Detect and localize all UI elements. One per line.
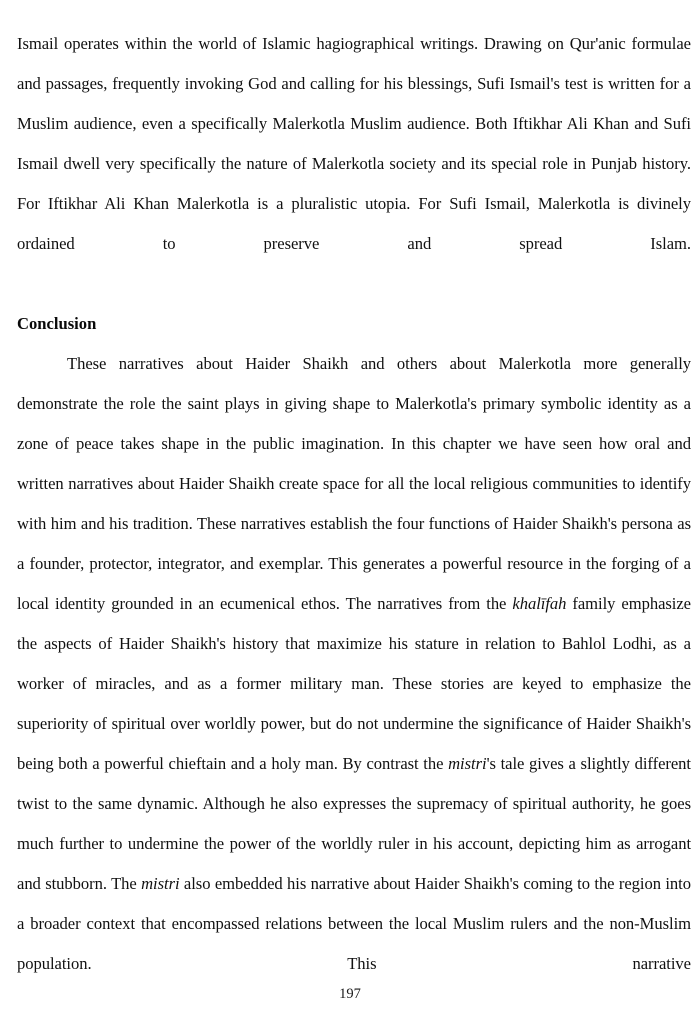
conclusion-text-part-c: 's tale gives a slightly different twist to the same dynamic. Although he also expresses the supremacy of spiritual authority, he goes much further to undermine the power of the worldly ruler in his account, depicting him as arrogant and stubborn. The bbox=[17, 754, 691, 893]
italic-term-mistri-first: mistri bbox=[448, 754, 487, 773]
conclusion-text-part-b: family emphasize the aspects of Haider Shaikh's history that maximize his stature in relation to Bahlol Lodhi, as a worker of miracles, and as a former military man. These stories are keyed to emphasize the superiority of spiritual over worldly power, but do not undermine the significance of Haider Shaikh's being both a powerful chieftain and a holy man. By contrast the bbox=[17, 594, 691, 773]
section-heading-conclusion: Conclusion bbox=[17, 314, 97, 333]
page-body-text bbox=[17, 24, 691, 1024]
paragraph-continuation bbox=[17, 24, 691, 304]
conclusion-text-part-d: also embedded his narrative about Haider Shaikh's coming to the region into a broader context that encompassed relations between the local Muslim rulers and the non-Muslim population. This narrative bbox=[17, 874, 691, 973]
paragraph-continuation-text: Ismail operates within the world of Islamic hagiographical writings. Drawing on Qur'anic formulae and passages, frequently invoking God and calling for his blessings, Sufi Ismail's test is written for a Muslim audience, even a specifically Malerkotla Muslim audience. Both Iftikhar Ali Khan and Sufi Ismail dwell very specifically the nature of Malerkotla society and its special role in Punjab history. For Iftikhar Ali Khan Malerkotla is a pluralistic utopia. For Sufi Ismail, Malerkotla is divinely ordained to preserve and spread Islam. bbox=[17, 34, 691, 253]
page-number-footer: 197 bbox=[339, 986, 361, 1002]
conclusion-text-part-a: These narratives about Haider Shaikh and others about Malerkotla more generally demonstrate the role the saint plays in giving shape to Malerkotla's primary symbolic identity as a zone of peace takes shape in the public imagination. In this chapter we have seen how oral and written narratives about Haider Shaikh create space for all the local religious communities to identify with him and his tradition. These narratives establish the four functions of Haider Shaikh's persona as a founder, protector, integrator, and exemplar. This generates a powerful resource in the forging of a local identity grounded in an ecumenical ethos. The narratives from the bbox=[17, 354, 691, 613]
italic-term-mistri-second: mistri bbox=[141, 874, 180, 893]
paragraph-conclusion-body bbox=[17, 344, 691, 1024]
italic-term-khalifah: khalīfah bbox=[512, 594, 567, 613]
